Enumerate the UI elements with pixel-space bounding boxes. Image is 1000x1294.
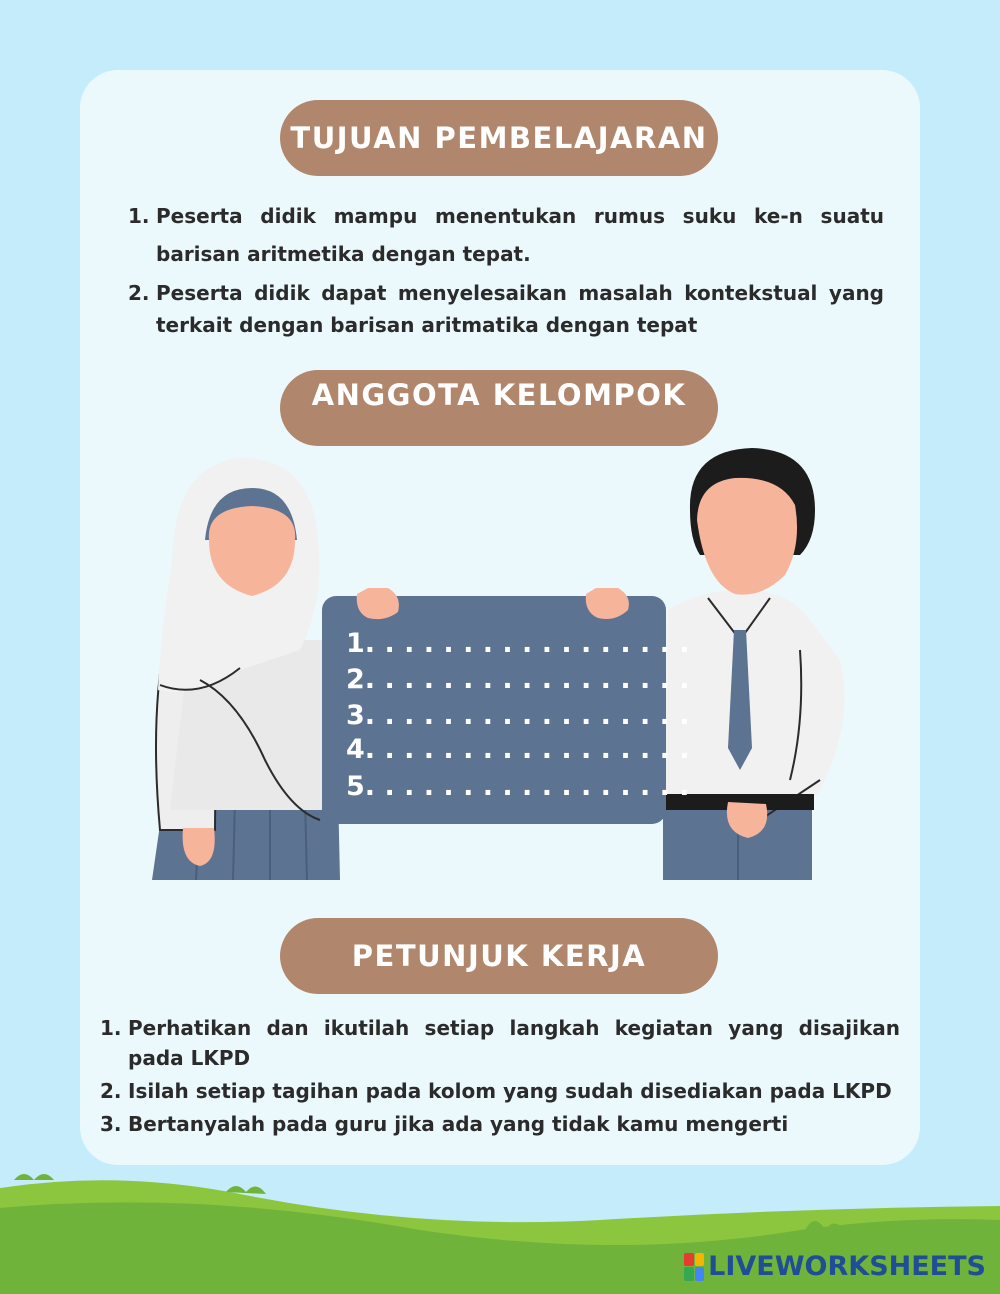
list-number: 2. (100, 1079, 122, 1103)
member-line-4: 4. . . . . . . . . . . . . . . . . (346, 734, 690, 765)
liveworksheets-brand (684, 1251, 986, 1282)
petunjuk-title: PETUNJUK KERJA (280, 918, 718, 994)
member-board (322, 588, 690, 824)
liveworksheets-logo-icon (684, 1253, 704, 1281)
list-number: 1. (128, 204, 150, 228)
member-line-3: 3. . . . . . . . . . . . . . . . . (346, 700, 690, 731)
list-text: Isilah setiap tagihan pada kolom yang sudah disediakan pada LKPD (128, 1079, 892, 1103)
anggota-title: ANGGOTA KELOMPOK (280, 370, 718, 446)
list-text: Peserta didik mampu menentukan rumus suku ke-n suatu barisan aritmetika dengan tepat. (156, 204, 884, 266)
list-text: Bertanyalah pada guru jika ada yang tidak kamu mengerti (128, 1112, 789, 1136)
member-line-1: 1. . . . . . . . . . . . . . . . . (346, 628, 690, 659)
petunjuk-list (100, 1013, 900, 1142)
girl-student-figure (152, 458, 340, 880)
list-number: 3. (100, 1112, 122, 1136)
member-line-5: 5. . . . . . . . . . . . . . . . . (346, 771, 690, 802)
list-text: Perhatikan dan ikutilah setiap langkah kegiatan yang disajikan pada LKPD (128, 1016, 900, 1070)
member-line-2: 2. . . . . . . . . . . . . . . . . (346, 664, 690, 695)
list-number: 1. (100, 1016, 122, 1040)
list-text: Peserta didik dapat menyelesaikan masalah kontekstual yang terkait dengan barisan aritmatika dengan tepat (156, 281, 884, 337)
list-item (100, 1109, 900, 1139)
tujuan-title: TUJUAN PEMBELAJARAN (280, 100, 718, 176)
list-item (100, 1013, 900, 1073)
list-item (100, 1076, 900, 1106)
brand-name: LIVEWORKSHEETS (708, 1251, 986, 1282)
boy-student-figure (663, 448, 845, 880)
list-number: 2. (128, 281, 150, 305)
